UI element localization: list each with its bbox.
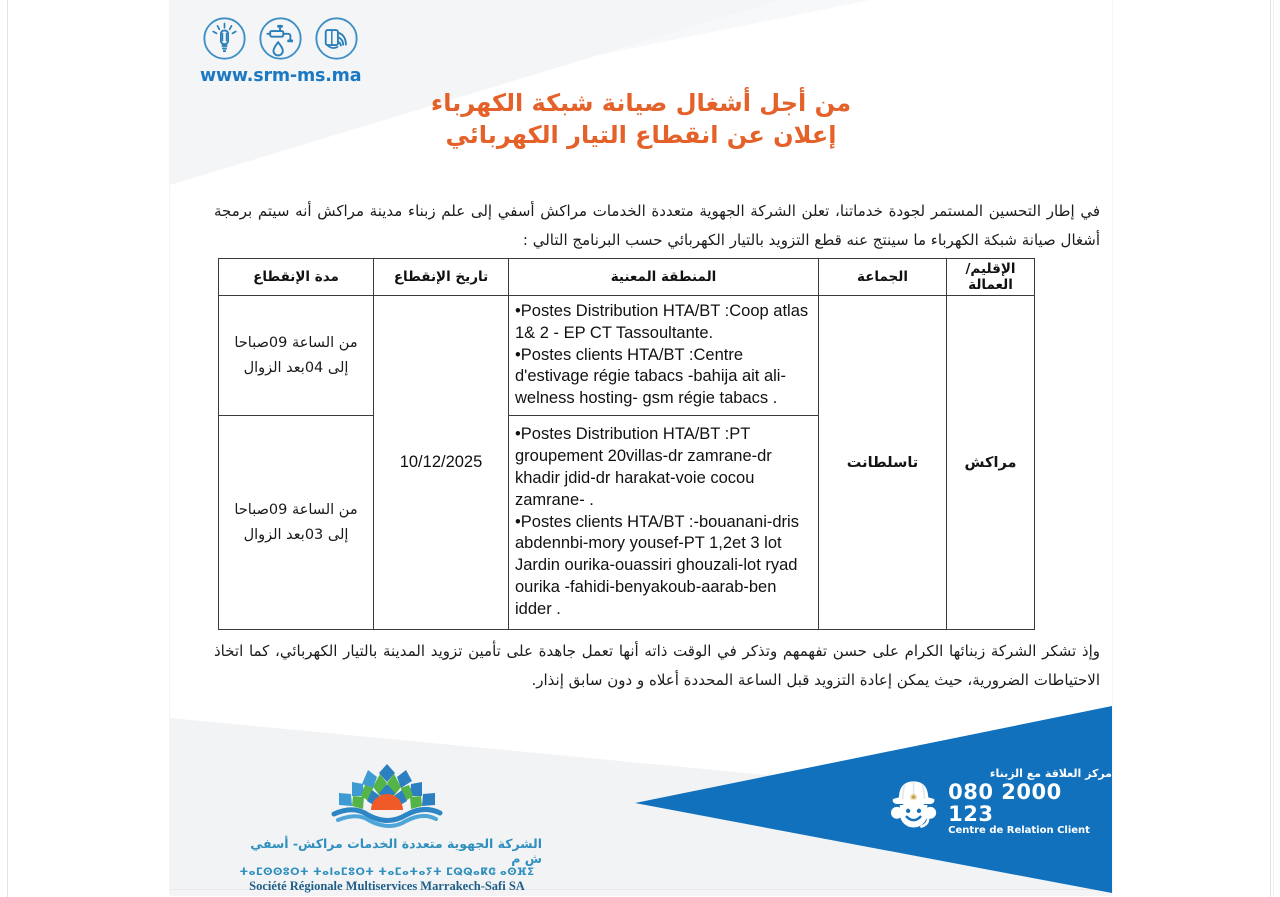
zone-bullet: •Postes Distribution HTA/BT :Coop atlas 1& 2 - EP CT Tassoultante. xyxy=(515,301,809,342)
zone-bullet: •Postes Distribution HTA/BT :PT groupement 20villas-dr zamrane-dr khadir jdid-dr harakat-voie cocou zamrane- . xyxy=(515,424,772,509)
cell-date: 10/12/2025 xyxy=(374,296,509,630)
call-centre-label-french: Centre de Relation Client xyxy=(948,824,1090,836)
srm-rosette-icon xyxy=(294,760,480,834)
duration-line-1: من الساعة 09صباحا xyxy=(234,501,358,518)
col-header-zone: المنطقة المعنية xyxy=(509,259,819,296)
lightbulb-icon xyxy=(202,16,247,61)
page-title-line-2: إعلان عن انقطاع التيار الكهربائي xyxy=(445,120,837,149)
col-header-date: تاريخ الإنقطاع xyxy=(374,259,509,296)
cell-province: مراكش xyxy=(947,296,1035,630)
col-header-commune: الجماعة xyxy=(819,259,947,296)
outro-paragraph: وإذ تشكر الشركة زبنائها الكرام على حسن تفهمهم وتذكر في الوقت ذاته أنها تعمل جاهدة على تأمين تزويد المدينة بالتيار الكهربائي، كما اتخاذ الاحتياطات الضرورية، حيث يمكن إعادة التزويد قبل الساعة المحددة أعلاه و دون سابق إنذار. xyxy=(214,642,1100,690)
duration-line-1: من الساعة 09صباحا xyxy=(234,334,358,351)
zone-bullet: •Postes clients HTA/BT :Centre d'estivage régie tabacs -bahija ait ali-welness hosting- gsm régie tabacs . xyxy=(515,345,786,408)
cell-duration xyxy=(219,296,374,416)
faucet-icon xyxy=(258,16,303,61)
col-header-province: الإقليم/العمالة xyxy=(947,259,1035,296)
table-header-row xyxy=(219,259,1035,296)
table-row xyxy=(219,296,1035,416)
duration-line-2: إلى 03بعد الزوال xyxy=(243,526,349,543)
company-logo xyxy=(232,760,542,893)
viewer-right-rule-2 xyxy=(1273,0,1274,897)
page-title xyxy=(170,88,1112,151)
wastewater-icon xyxy=(314,16,359,61)
col-header-duration: مدة الإنقطاع xyxy=(219,259,374,296)
intro-paragraph: في إطار التحسين المستمر لجودة خدماتنا، تعلن الشركة الجهوية متعددة الخدمات مراكش أسفي إلى علم زبناء مدينة مراكش أنه سيتم برمجة أشغال صيانة شبكة الكهرباء ما سينتج عنه قطع التزويد بالتيار الكهربائي حسب البرنامج التالي : xyxy=(214,202,1100,250)
viewer-right-rule xyxy=(1270,0,1271,897)
call-centre-label-arabic: مركز العلاقة مع الزبناء xyxy=(989,767,1112,780)
zone-bullet: •Postes clients HTA/BT :-bouanani-dris abdennbi-mory yousef-PT 1,2et 3 lot Jardin ourika-ouassiri ghouzali-lot ryad ourika -fahidi-benyakoub-aarab-ben idder . xyxy=(515,512,799,619)
duration-line-2: إلى 04بعد الزوال xyxy=(243,359,349,376)
cell-zone xyxy=(509,296,819,416)
cell-zone xyxy=(509,416,819,630)
call-centre-text xyxy=(948,768,1112,836)
call-centre-block xyxy=(888,768,1112,836)
outage-schedule-table xyxy=(218,258,1035,630)
helmet-worker-icon xyxy=(888,775,939,829)
company-name-arabic: الشركة الجهوية متعددة الخدمات مراكش- أسفي ش م xyxy=(250,836,542,866)
cell-commune: تاسلطانت xyxy=(819,296,947,630)
brand-bar xyxy=(200,16,361,86)
viewer-left-rule xyxy=(7,0,8,897)
call-centre-number[interactable]: 080 2000 123 xyxy=(948,779,1062,826)
document-page xyxy=(170,0,1112,893)
service-icon-row xyxy=(202,16,359,61)
company-name-french: Société Régionale Multiservices Marrakech-Safi SA xyxy=(249,879,525,893)
company-name-tifinagh: ⵜⴰⵎⵙⵙⵓⵔⵜ ⵜⴰⵏⴰⵎⵓⵔⵜ ⵜⴰⵎⴰⵜⴰⵢⵜ ⵎⵕⵕⴰⴽⵛ ⴰⵙⴼⵉ xyxy=(239,867,535,878)
cell-duration xyxy=(219,416,374,630)
brand-website-url[interactable]: www.srm-ms.ma xyxy=(200,66,362,86)
page-title-line-1: من أجل أشغال صيانة شبكة الكهرباء xyxy=(430,89,852,117)
